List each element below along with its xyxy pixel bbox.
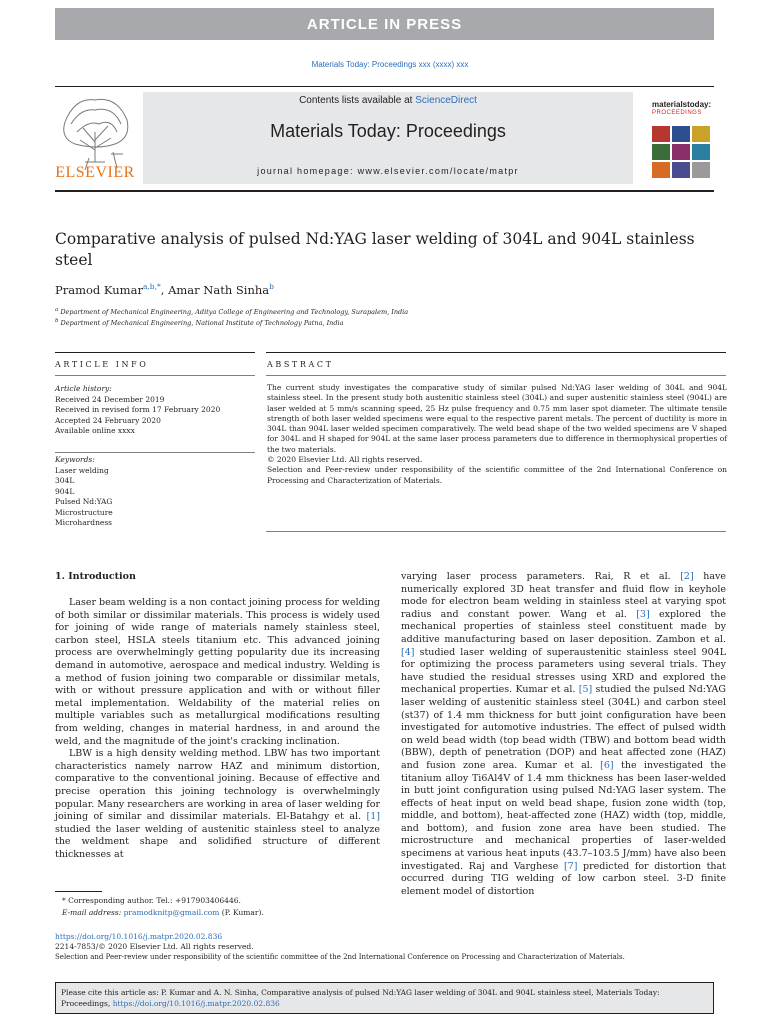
author-affiliation-marks[interactable]: b (269, 282, 274, 291)
intro-text: varying laser process parameters. Rai, R et al. (401, 571, 681, 582)
cite-doi-link[interactable]: https://doi.org/10.1016/j.matpr.2020.02.836 (112, 999, 280, 1008)
footnote-rule (55, 891, 102, 892)
article-info-rule (55, 352, 255, 353)
affiliation-text: Department of Mechanical Engineering, Aditya College of Engineering and Technology, Surapalem, India (60, 308, 409, 317)
intro-text: predicted for distortion that occurred during TIG welding of low carbon steel. 3-D finite element model of distortion (401, 860, 726, 897)
author-name: Pramod Kumar (55, 282, 143, 297)
keyword: 304L (55, 476, 75, 485)
history-received: Received 24 December 2019 (55, 394, 165, 404)
article-history (55, 384, 255, 437)
abstract-body: The current study investigates the comparative study of similar pulsed Nd:YAG laser welding of 304L and 904L stainless steel. In the present study both austenitic stainless steel (304L) and super austenitic stainless steel (904L) are laser welded at 5 mm/s scanning speed, 25 Hz pulse frequency and 0.75 mm laser spot diameter. The ultimate tensile strength of both laser welded specimens were equal to the respective parent metals. The percent of ductility is more in 304L than 904L laser welded specimen comparatively. The weld bead shape of the two welded specimens are V shaped for 304L and H shaped for 904L at the same laser process parameters due to difference in thermophysical properties of the two materials. (267, 383, 727, 454)
cover-brand: materialstoday: (652, 100, 712, 109)
header-top-rule (55, 86, 714, 87)
intro-text: studied laser welding of superaustenitic stainless steel 904L for optimizing the process parameters using several trials. They have studied the residual stresses using XRD and explored the mechanical properties. Kumar et al. (401, 646, 726, 696)
intro-text: studied the pulsed Nd:YAG laser welding of austenitic stainless steel (304L) and carbon steel (st37) of 1.4 mm thickness for butt joint configuration have been investigated for automotive industries. The effect of pulsed width on weld bead width (top bead width (TBW) and bottom bead width (BBW), depth of penetration (DOP) and heat affected zone (HAZ) and fusion zone area. Kumar et al. (401, 684, 726, 771)
intro-paragraph-2-cont (401, 571, 726, 898)
keyword: Microstructure (55, 507, 113, 517)
email-label: E-mail address: (62, 908, 124, 917)
sciencedirect-link[interactable]: ScienceDirect (415, 95, 477, 106)
reference-link-2[interactable]: [2] (680, 571, 694, 582)
reference-link-6[interactable]: [6] (600, 759, 614, 771)
homepage-prefix: journal homepage: (257, 166, 358, 176)
doi-url[interactable]: https://doi.org/10.1016/j.matpr.2020.02.836 (55, 932, 223, 941)
email-suffix: (P. Kumar). (219, 908, 264, 917)
article-info-heading: ARTICLE INFO (55, 360, 149, 369)
keywords-label: Keywords: (55, 455, 95, 464)
article-history-rule (55, 452, 255, 453)
keyword: 904L (55, 486, 75, 496)
abstract-text (267, 383, 727, 486)
reference-link-7[interactable]: [7] (563, 860, 578, 872)
intro-paragraph-1: Laser beam welding is a non contact joining process for welding of both similar or dissimilar materials. This process is widely used for joining of wide range of materials namely stainless steel, carbon steel, HSLA steels titanium etc. This advanced joining process are overwhelmingly getting popularity due its increasing demand in automotive, aerospace and medical industry. Welding is a method of fusion joining two comparable or dissimilar metals, with or without pressure application and with or without filler metal implementation. Weldability of the material relies on multiple variables such as metallurgical modifications resulting from welding, changes in material hardness, in and around the weld, and the magnitude of the joint's cracking inclination. (55, 597, 380, 747)
cite-text: Please cite this article as: P. Kumar and A. N. Sinha, Comparative analysis of pulsed Nd:YAG laser welding of 304L and 904L stainless steel, Materials Today: Proceedings, (61, 988, 660, 1008)
affiliation-a (55, 307, 408, 316)
corresponding-author-footnote: * Corresponding author. Tel.: +917903406446. (62, 896, 241, 905)
section-heading-introduction: 1. Introduction (55, 571, 136, 582)
reference-link-1[interactable]: [1] (366, 811, 380, 823)
intro-paragraph-2 (55, 748, 380, 861)
keyword: Pulsed Nd:YAG (55, 497, 113, 506)
history-accepted: Accepted 24 February 2020 (55, 415, 161, 425)
keyword: Laser welding (55, 465, 109, 475)
abstract-thin-rule (266, 375, 726, 376)
abstract-bottom-rule (266, 531, 726, 532)
abstract-selection: Selection and Peer-review under responsibility of the scientific committee of the 2nd International Conference on Processing and Characterization of Materials. (267, 465, 727, 485)
history-label: Article history: (55, 384, 112, 393)
email-footnote (62, 908, 264, 917)
intro-p2-text: LBW is a high density welding method. LBW has two important characteristics namely narrow HAZ and minimum distortion, comparative to the conventional joining. Because of effective and precise operation this joining technology is overwhelmingly popular. Many researchers are working in area of laser welding for joining of similar and dissimilar materials. El-Batahgy et al. (55, 748, 380, 823)
abstract-copyright: © 2020 Elsevier Ltd. All rights reserved. (267, 455, 423, 465)
keyword: Microhardness (55, 518, 113, 527)
keywords-block (55, 455, 255, 529)
affiliation-mark: b (55, 318, 59, 324)
intro-p2-text: studied the laser welding of austenitic stainless steel to analyze the weldment shape and solidified structure of different thicknesses at (55, 823, 380, 860)
journal-citation-line[interactable]: Materials Today: Proceedings xxx (xxxx) xxx (311, 60, 469, 69)
history-online: Available online xxxx (55, 426, 135, 435)
article-info-thin-rule (55, 375, 255, 376)
contents-prefix: Contents lists available at (299, 95, 416, 106)
article-title: Comparative analysis of pulsed Nd:YAG laser welding of 304L and 904L stainless steel (55, 230, 695, 269)
contents-line (143, 95, 633, 106)
affiliation-text: Department of Mechanical Engineering, National Institute of Technology Patna, India (60, 319, 344, 328)
author-affiliation-marks[interactable]: a,b,* (142, 282, 161, 291)
intro-text: the investigated the titanium alloy Ti6Al4V of 1.4 mm thickness has been laser-welded in butt joint configuration using pulsed Nd:YAG laser system. The effects of heat input on weld bead shape, fusion zone width (top, middle, and bottom), heat-affected zone (HAZ) width (top, middle, and bottom), and fusion zone area have been studied. The microstructure and mechanical properties of laser-welded specimens at various heat inputs (43.7–103.5 J/mm) have also been investigated. Raj and Varghese (401, 759, 726, 872)
intro-text: explored the mechanical properties of stainless steel constituent made by additive manufacturing based on laser deposition. Zambon et al. (401, 608, 726, 645)
elsevier-wordmark: ELSEVIER (55, 164, 135, 181)
homepage-url[interactable]: www.elsevier.com/locate/matpr (357, 166, 519, 176)
right-column-text (401, 571, 726, 898)
selection-footer: Selection and Peer-review under responsibility of the scientific committee of the 2nd International Conference on Processing and Characterization of Materials. (55, 953, 625, 961)
cover-subtitle: PROCEEDINGS (652, 110, 702, 116)
author-name: Amar Nath Sinha (168, 282, 270, 297)
history-revised: Received in revised form 17 February 2020 (55, 405, 221, 414)
reference-link-3[interactable]: [3] (636, 608, 650, 620)
affiliation-mark: a (55, 307, 59, 313)
author-list: Pramod Kumar$^{a,b,*}$, Amar Nath Sinha$^b$ (55, 282, 274, 297)
reference-link-4[interactable]: [4] (401, 646, 415, 658)
left-column-text (55, 597, 380, 861)
issn-line: 2214-7853/© 2020 Elsevier Ltd. All rights reserved. (55, 942, 254, 951)
header-bottom-rule (55, 190, 714, 192)
journal-name: Materials Today: Proceedings (270, 121, 506, 141)
doi-link[interactable] (55, 932, 222, 941)
please-cite-box (55, 982, 714, 1014)
email-link[interactable]: pramodknitp@gmail.com (123, 908, 220, 917)
abstract-rule-top (266, 352, 726, 353)
journal-homepage-line (143, 166, 633, 176)
abstract-heading: ABSTRACT (267, 360, 334, 369)
intro-text: have numerically explored 3D heat transfer and fluid flow in keyhole mode for electron beam welding in stainless steel at varying spot radius and constant power. Wang et al. (401, 571, 726, 620)
reference-link-5[interactable]: [5] (578, 684, 593, 696)
article-in-press-banner: ARTICLE IN PRESS (55, 8, 714, 40)
affiliation-b (55, 318, 343, 327)
